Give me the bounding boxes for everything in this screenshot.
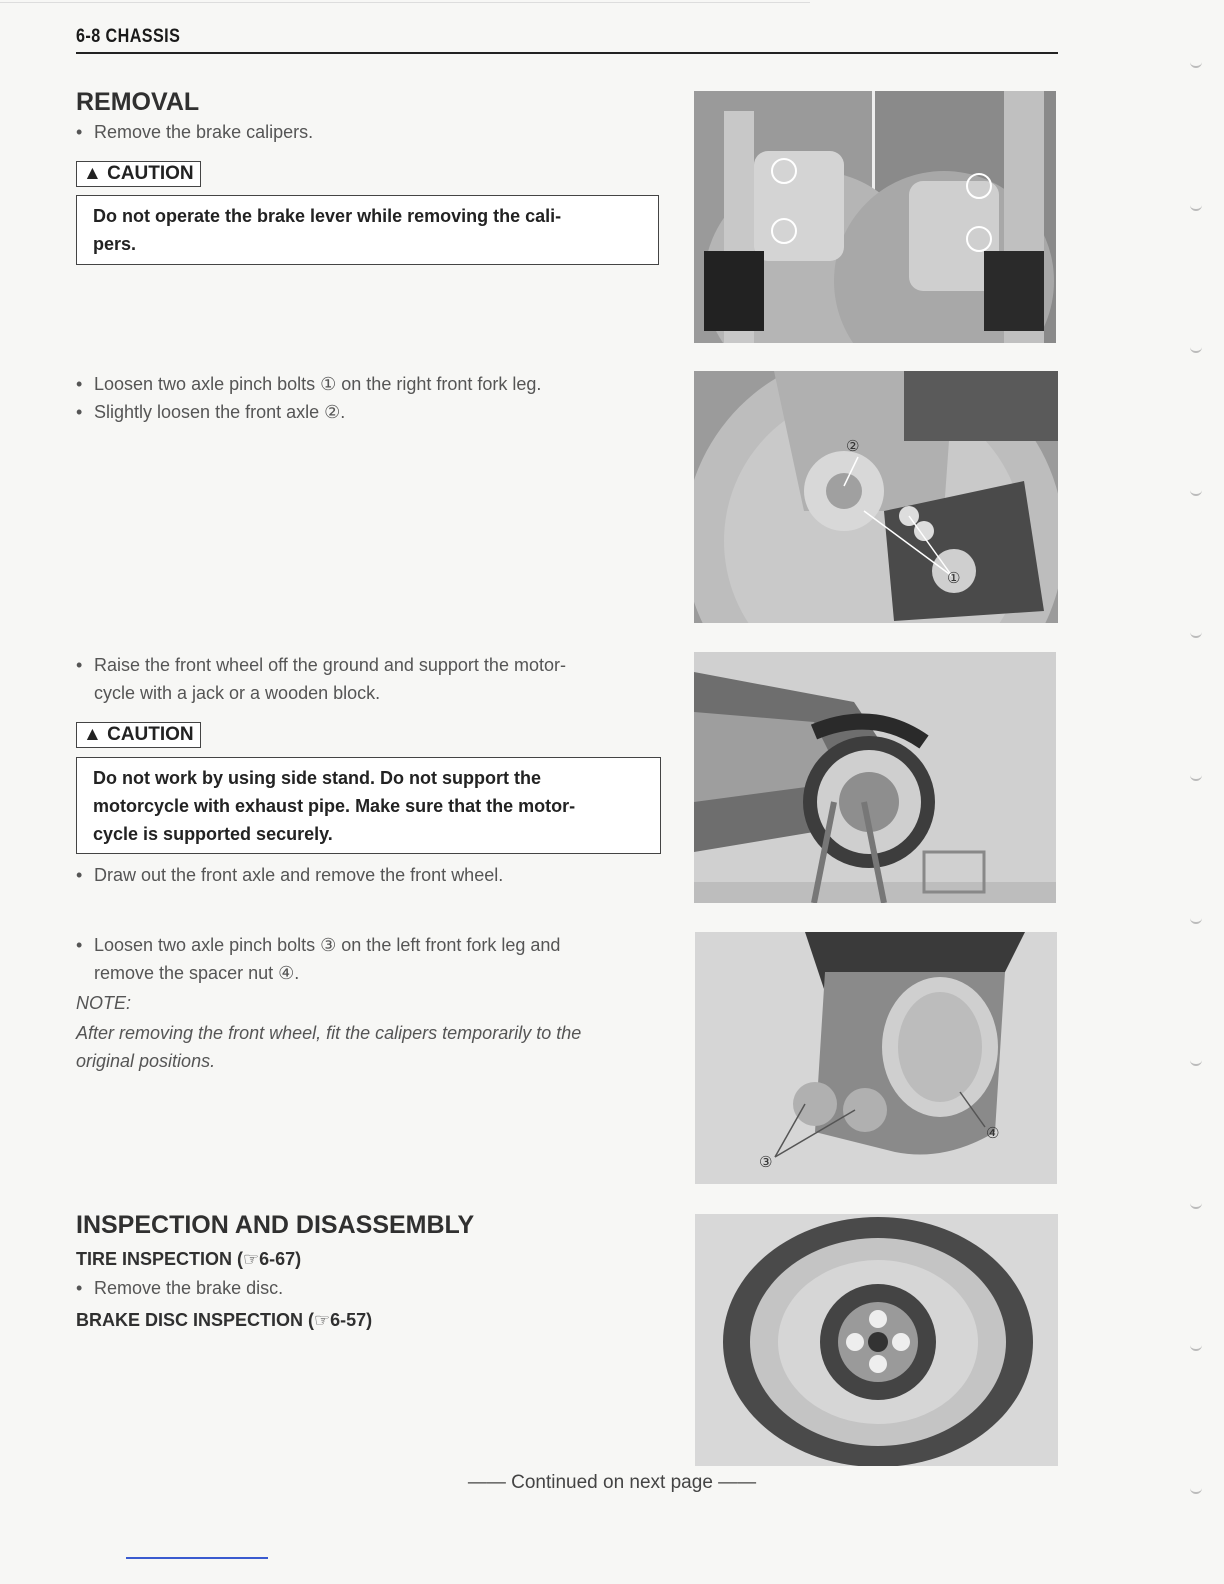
step-text: Remove the brake calipers. [94,122,314,142]
photo-front-wheel [695,1214,1058,1466]
bullet-icon: • [76,1278,83,1298]
caution-box-1 [76,195,659,265]
photo-motorcycle-on-stand [694,652,1056,903]
caution-tag-2 [76,722,201,748]
callout-3: ③ [759,1154,773,1171]
callout-4: ④ [986,1125,1000,1142]
step-loosen-right-bolts [76,370,541,398]
edge-mark [1190,345,1202,353]
step-loosen-axle [76,398,345,426]
note-text: original positions. [76,1051,216,1071]
wheel-illustration [695,1214,1058,1466]
caution-text: pers. [93,234,137,254]
step-text: Draw out the front axle and remove the front wheel. [94,865,504,885]
bullet-icon: • [76,374,83,394]
callout-2: ② [846,438,860,455]
note-body [76,1019,581,1075]
bullet-icon: • [76,402,83,422]
callout-1: ① [947,570,961,587]
step-text: remove the spacer nut ④. [94,963,300,983]
header-rule [76,52,1058,54]
note-text: After removing the front wheel, fit the calipers temporarily to the [76,1023,582,1043]
step-text: Loosen two axle pinch bolts ③ on the left front fork leg and [94,935,561,955]
step-text: Slightly loosen the front axle ②. [94,402,346,422]
fork-leg-illustration [695,932,1057,1184]
continued-note: —— Continued on next page —— [467,1472,757,1493]
caution-text: Do not work by using side stand. Do not support the [93,768,541,788]
top-border [0,2,810,3]
tire-inspection-ref: TIRE INSPECTION (☞6-67) [76,1249,302,1269]
caution-box-2 [76,757,661,854]
caution-text: motorcycle with exhaust pipe. Make sure that the motor- [93,796,576,816]
edge-mark [1190,60,1202,68]
step-loosen-left-bolts [76,931,666,987]
edge-mark [1190,488,1202,496]
removal-heading: REMOVAL [76,88,200,116]
caution-label: CAUTION [107,724,194,745]
edge-mark [1190,1058,1202,1066]
edge-mark [1190,630,1202,638]
bullet-icon: • [76,655,83,675]
edge-mark [1190,203,1202,211]
step-draw-axle [76,861,503,889]
inspection-heading: INSPECTION AND DISASSEMBLY [76,1211,475,1239]
calipers-illustration [694,91,1056,343]
edge-mark [1190,1201,1202,1209]
note-title: NOTE: [76,993,132,1013]
step-raise-wheel [76,651,666,707]
bullet-icon: • [76,935,83,955]
bullet-icon: • [76,122,83,142]
brake-disc-inspection-ref: BRAKE DISC INSPECTION (☞6-57) [76,1310,373,1330]
caution-label: CAUTION [107,163,194,184]
warning-triangle-icon: ▲ [83,163,102,184]
step-remove-calipers [76,118,313,146]
edge-mark [1190,773,1202,781]
step-text: Raise the front wheel off the ground and support the motor- [94,655,566,675]
caution-tag-1 [76,161,201,187]
axle-illustration [694,371,1058,623]
edge-mark [1190,916,1202,924]
step-text: Loosen two axle pinch bolts ① on the right front fork leg. [94,374,542,394]
step-text: cycle with a jack or a wooden block. [94,683,381,703]
photo-axle-pinch-bolts [694,371,1058,623]
caution-text: cycle is supported securely. [93,824,333,844]
photo-left-fork-leg [695,932,1057,1184]
step-text: Remove the brake disc. [94,1278,284,1298]
page-header: 6-8 CHASSIS [76,26,181,47]
edge-mark [1190,1343,1202,1351]
motorcycle-illustration [694,652,1056,903]
bullet-icon: • [76,865,83,885]
step-remove-disc [76,1274,283,1302]
photo-calipers [694,91,1056,343]
bottom-line [126,1557,268,1559]
caution-text: Do not operate the brake lever while removing the cali- [93,206,562,226]
warning-triangle-icon: ▲ [83,724,102,745]
